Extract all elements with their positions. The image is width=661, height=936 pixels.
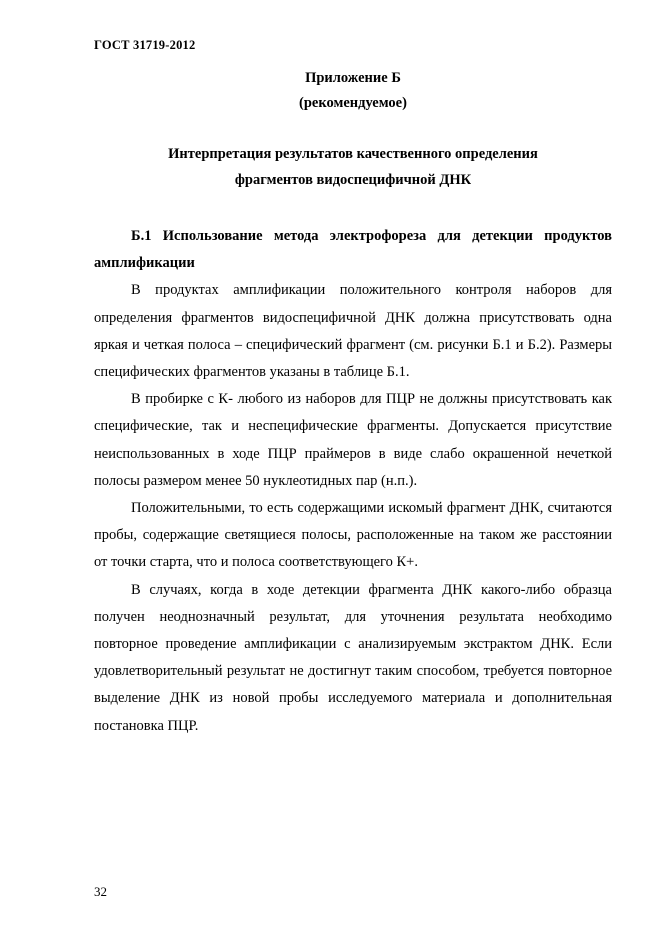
paragraph: В продуктах амплификации положительного контроля наборов для определения фрагментов видоспецифичной ДНК должна присутствовать одна яркая и четкая полоса – специфический фрагмент (см. рисунки Б.1 и Б.2). Размеры специфических фрагментов указаны в таблице Б.1. [94,282,612,381]
body-text [94,223,612,740]
main-title-line-2: фрагментов видоспецифичной ДНК [234,172,472,188]
appendix-title: Приложение Б [305,70,401,86]
paragraph: В пробирке с К- любого из наборов для ПЦР не должны присутствовать как специфические, так и неспецифические фрагменты. Допускается присутствие неиспользованных в ходе ПЦР праймеров в виде слабо окрашенной нечеткой полосы размером менее 50 нуклеотидных пар (н.п.). [94,391,612,489]
section-heading: Б.1 Использование метода электрофореза для детекции продуктов амплификации [94,228,612,272]
standard-header: ГОСТ 31719-2012 [94,38,196,52]
main-title-line-1: Интерпретация результатов качественного определения [168,146,538,162]
appendix-status: (рекомендуемое) [299,95,407,111]
paragraph: Положительными, то есть содержащими искомый фрагмент ДНК, считаются пробы, содержащие светящиеся полосы, расположенные на таком же расстоянии от точки старта, что и полоса соответствующего К+. [94,500,612,571]
page-number: 32 [94,884,107,899]
paragraph: В случаях, когда в ходе детекции фрагмента ДНК какого-либо образца получен неоднозначный результат, для уточнения результата необходимо повторное проведение амплификации с анализируемым экстрактом ДНК. Если удовлетворительный результат не достигнут таким способом, требуется повторное выделение ДНК из новой пробы исследуемого материала и дополнительная постановка ПЦР. [94,581,612,734]
